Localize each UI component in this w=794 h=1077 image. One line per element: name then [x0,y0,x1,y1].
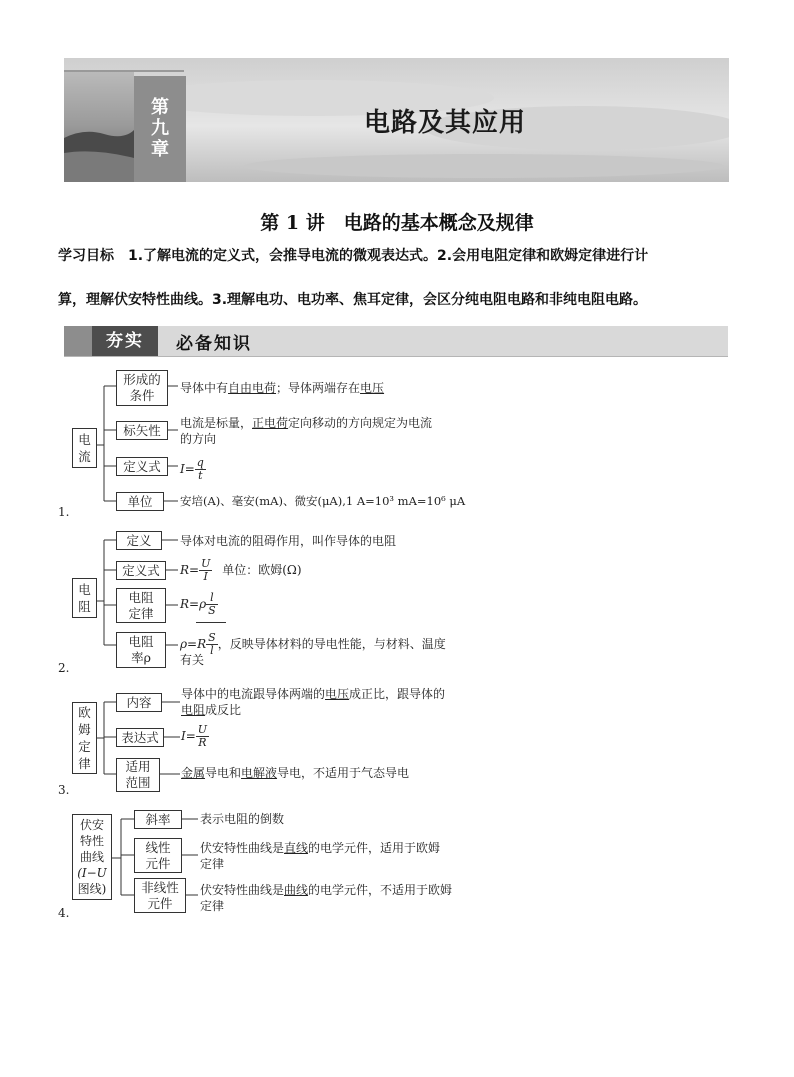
branch-label: 电阻定律 [116,588,166,623]
section-tag: 夯实 [92,326,158,356]
underlined-term: 金属 [181,766,206,780]
underlined-term: 电压 [325,687,350,701]
text-run: 的电学元件，不适用于欧姆 [308,883,453,897]
branch-label: 适用范围 [116,758,160,792]
text-run: 导电和 [205,766,242,780]
underlined-term: 正电荷 [252,416,289,430]
root-line: 图线) [77,882,107,896]
denominator: R [198,736,207,749]
formula-lhs: I= [181,729,196,743]
formula [180,592,218,617]
formula-rule [196,622,226,623]
branch-desc [200,882,452,899]
root-char: 电 [78,432,91,447]
item-number: 2. [58,661,70,675]
text-run: 的电学元件，适用于欧姆 [308,841,441,855]
item-number: 1. [58,505,70,519]
underlined-term: 电压 [360,381,385,395]
fraction [195,457,206,482]
formula [181,724,209,749]
branch-label: 单位 [116,492,164,511]
concept-root-current [72,428,97,468]
underlined-term: 自由电荷 [228,381,277,395]
denominator: S [208,604,216,617]
branch-desc [181,765,409,782]
denominator: l [210,644,214,657]
branch-label: 定义 [116,531,162,550]
numerator: S [208,631,216,644]
root-char: 阻 [78,599,91,614]
denominator: t [198,469,203,482]
branch-label: 内容 [116,693,162,712]
unit-text: 单位：欧姆(Ω) [222,563,302,577]
text-run: 导体中的电流跟导体两端的 [181,687,326,701]
root-char: 定 [78,739,91,754]
branch-desc: ，反映导体材料的导电性能，与材料、温度 [217,637,446,651]
underlined-term: 电解液 [241,766,278,780]
chapter-char: 第 [151,97,169,118]
root-char: 姆 [78,722,91,737]
root-char: 欧 [78,705,91,720]
formula-lhs: R= [180,563,200,577]
branch-label: 标矢性 [116,421,168,440]
numerator: l [206,592,218,605]
root-line: 特性 [79,834,104,848]
branch-desc-line2: 有关 [180,653,205,667]
branch-desc-line2: 的方向 [180,432,217,446]
branch-label: 定义式 [116,561,166,580]
concept-root-resistance [72,578,97,618]
underlined-term: 直线 [284,841,309,855]
numerator: q [196,456,204,469]
root-char: 律 [78,756,91,771]
branch-desc [181,686,445,703]
text-run: 导电，不适用于气态导电 [277,766,410,780]
chapter-char: 章 [151,139,169,160]
branch-desc-line2: 定律 [200,857,225,871]
root-char: 流 [78,449,91,464]
branch-desc-line2 [181,702,241,719]
fraction [206,592,218,617]
fraction [199,558,212,583]
formula [180,632,446,657]
formula [180,558,302,583]
branch-label: 线性元件 [134,838,182,873]
lecture-title: 第 1 讲 电路的基本概念及规律 [260,212,534,234]
root-char: 电 [78,582,91,597]
concept-root-iv-curve [72,814,112,900]
text-run: ；导体两端存在 [276,381,361,395]
text-run: 导体中有 [180,381,229,395]
branch-label: 定义式 [116,457,168,476]
section-title: 必备知识 [176,334,252,354]
branch-label: 斜率 [134,810,182,829]
branch-desc [180,380,384,397]
text-run: 定向移动的方向规定为电流 [288,416,433,430]
root-line: 曲线 [79,850,104,864]
formula [180,457,206,482]
formula-lhs: ρ=R [180,637,207,651]
branch-label: 表达式 [116,728,164,747]
formula-lhs: R=ρ [180,597,207,611]
branch-desc: 表示电阻的倒数 [200,812,285,826]
branch-label: 非线性元件 [134,878,186,913]
fraction [196,724,209,749]
underlined-term: 电阻 [181,703,206,717]
root-line: (I−U [77,866,107,880]
text-run: 成反比 [205,703,242,717]
text-run: 电流是标量， [180,416,253,430]
formula-lhs: I= [180,462,195,476]
chapter-char: 九 [151,118,169,139]
branch-desc [200,840,440,857]
chapter-title: 电路及其应用 [364,108,527,138]
branch-desc [180,415,432,432]
item-number: 4. [58,906,70,920]
branch-desc: 安培(A)、毫安(mA)、微安(μA),1 A=10³ mA=10⁶ μA [180,494,466,508]
text-run: 成正比，跟导体的 [349,687,446,701]
root-line: 伏安 [79,818,104,832]
branch-desc: 导体对电流的阻碍作用，叫作导体的电阻 [180,534,397,548]
branch-label: 形成的条件 [116,370,168,406]
numerator: U [197,723,208,736]
fraction [206,632,218,657]
text-run: 伏安特性曲线是 [200,883,285,897]
numerator: U [201,557,211,570]
branch-desc-line2: 定律 [200,899,225,913]
learning-goals-line: 学习目标 1.了解电流的定义式，会推导电流的微观表达式。2.会用电阻定律和欧姆定律进行计 [58,248,649,264]
learning-goals-line: 算，理解伏安特性曲线。3.理解电功、电功率、焦耳定律，会区分纯电阻电路和非纯电阻电路。 [58,292,648,308]
item-number: 3. [58,783,70,797]
denominator: I [203,570,208,583]
text-run: 伏安特性曲线是 [200,841,285,855]
branch-label: 电阻率ρ [116,632,166,668]
underlined-term: 曲线 [284,883,309,897]
concept-root-ohms-law [72,702,97,774]
